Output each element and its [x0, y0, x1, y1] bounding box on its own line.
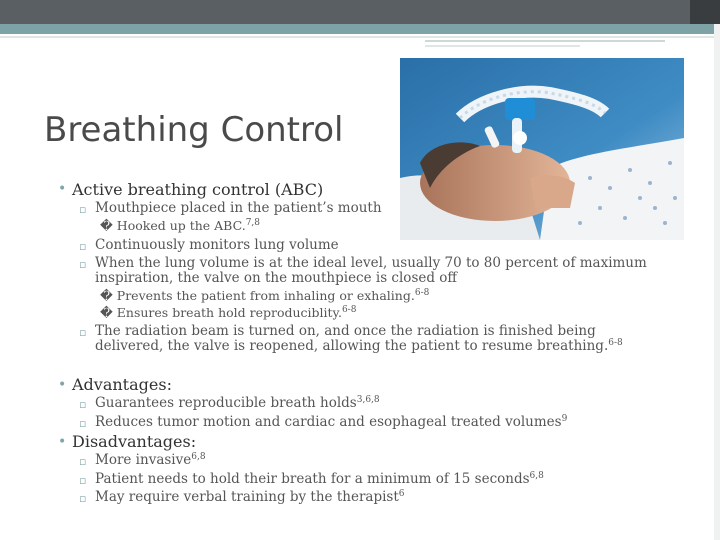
- reference-superscript: 6-8: [341, 305, 357, 315]
- patient-with-mouthpiece-photo: [400, 58, 684, 240]
- reference-superscript: 6,8: [529, 471, 544, 481]
- decor-line: [0, 36, 720, 38]
- sub-bullet-marker: ▫: [79, 326, 87, 339]
- decor-line: [425, 40, 665, 42]
- bullet-guarantees-text: Guarantees reproducible breath holds: [95, 395, 357, 411]
- bullet-reduces-text: Reduces tumor motion and cardiac and esophageal treated volumes: [95, 414, 562, 430]
- top-band: [0, 0, 720, 24]
- reference-superscript: 6-8: [608, 338, 623, 348]
- teal-band: [0, 24, 720, 34]
- decor-line: [425, 45, 580, 47]
- bullet-when-line1: When the lung volume is at the ideal level, usually 70 to 80 percent of maximum: [95, 255, 647, 271]
- reference-superscript: 9: [561, 414, 568, 424]
- sub-bullet-marker: ▫: [79, 398, 87, 411]
- bullet-radiation-line1: The radiation beam is turned on, and once the radiation is finished being: [95, 323, 596, 339]
- bullet-ensures-text: � Ensures breath hold reproduciblity.: [100, 305, 342, 320]
- sub-bullet-marker: ▫: [79, 258, 87, 271]
- bullet-mouthpiece: Mouthpiece placed in the patient’s mouth: [95, 200, 382, 216]
- sub-bullet-marker: ▫: [79, 474, 87, 487]
- bullet-radiation-line2: [95, 338, 623, 354]
- bullet-monitors: Continuously monitors lung volume: [95, 237, 339, 253]
- sub-bullet-marker: ▫: [79, 417, 87, 430]
- bullet-when-line2: inspiration, the valve on the mouthpiece is closed off: [95, 270, 458, 286]
- reference-superscript: 6,8: [191, 452, 206, 462]
- sub-bullet-marker: ▫: [79, 240, 87, 253]
- bullet-hooked: [100, 218, 260, 233]
- bullet-prevents-text: � Prevents the patient from inhaling or exhaling.: [100, 288, 415, 303]
- photo-illustration: [400, 58, 684, 240]
- bullet-radiation-line2-text: delivered, the valve is reopened, allowing the patient to resume breathing.: [95, 338, 609, 354]
- sub-bullet-marker: ▫: [79, 455, 87, 468]
- reference-superscript: 6: [398, 489, 405, 499]
- heading-advantages: Advantages:: [72, 375, 172, 394]
- bullet-marker: •: [58, 377, 67, 393]
- reference-superscript: 3,6,8: [356, 395, 380, 405]
- top-band-dark-corner: [690, 0, 720, 24]
- bullet-reduces: [95, 414, 567, 430]
- right-edge-band: [714, 24, 720, 540]
- bullet-ensures: [100, 305, 356, 320]
- bullet-patient-needs-text: Patient needs to hold their breath for a minimum of 15 seconds: [95, 471, 530, 487]
- sub-bullet-marker: ▫: [79, 492, 87, 505]
- heading-disadvantages: Disadvantages:: [72, 432, 197, 451]
- reference-superscript: 7,8: [245, 218, 261, 228]
- bullet-guarantees: [95, 395, 380, 411]
- bullet-verbal: [95, 489, 405, 505]
- bullet-marker: •: [58, 434, 67, 450]
- bullet-invasive: [95, 452, 206, 468]
- bullet-prevents: [100, 288, 429, 303]
- bullet-patient-needs: [95, 471, 544, 487]
- slide-title: Breathing Control: [44, 110, 344, 150]
- bullet-invasive-text: More invasive: [95, 452, 192, 468]
- bullet-verbal-text: May require verbal training by the therapist: [95, 489, 399, 505]
- reference-superscript: 6-8: [414, 288, 430, 298]
- bullet-abc: Active breathing control (ABC): [72, 180, 324, 199]
- bullet-hooked-text: � Hooked up the ABC.: [100, 218, 246, 233]
- bullet-marker: •: [58, 181, 67, 197]
- sub-bullet-marker: ▫: [79, 203, 87, 216]
